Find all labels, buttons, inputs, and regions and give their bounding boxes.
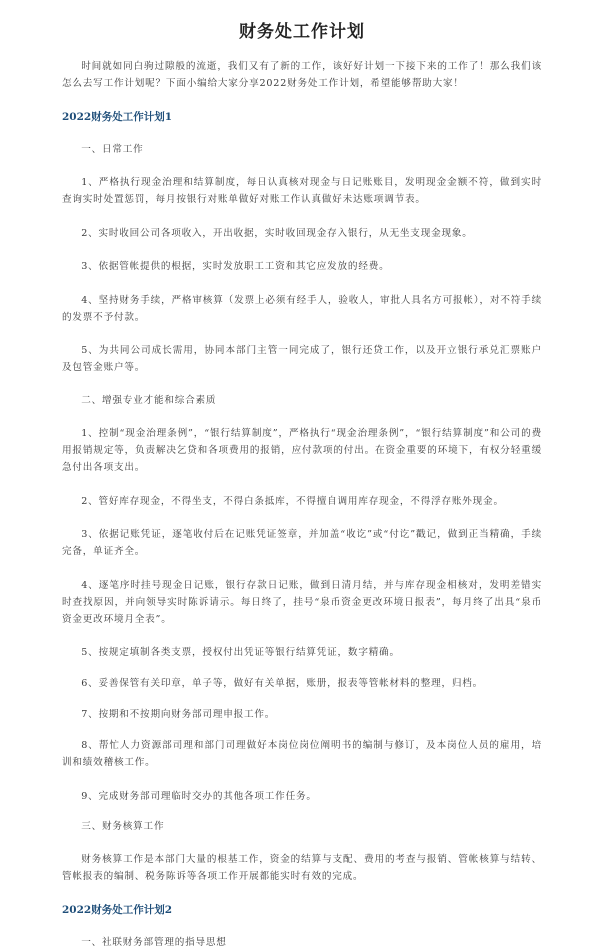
plan2-section1-title: 一、社联财务部管理的指导思想 bbox=[81, 936, 227, 948]
plan1-section2-item: 6、妥善保管有关印章，单子等，做好有关单据，账册，报表等管帐材料的整理，归档。 bbox=[81, 678, 484, 689]
plan1-section2-item: 7、按期和不按期向财务部司理申报工作。 bbox=[81, 709, 276, 720]
intro-paragraph: 时间就如同白驹过隙般的流逝，我们又有了新的工作，该好好计划一下接下来的工作了！那么我们该怎么去写工作计划呢？下面小编给大家分享2022财务处工作计划，希望能够帮助大家！ bbox=[62, 61, 542, 89]
plan1-section1-item: 2、实时收回公司各项收入，开出收据，实时收回现金存入银行，从无坐支现金现象。 bbox=[81, 227, 473, 239]
plan1-section3-title: 三、财务核算工作 bbox=[81, 820, 165, 832]
plan1-section2-item: 5、按规定填制各类支票，授权付出凭证等银行结算凭证，数字精确。 bbox=[81, 647, 400, 658]
document-title: 财务处工作计划 bbox=[239, 22, 365, 42]
plan1-section3-body: 财务核算工作是本部门大量的根基工作，资金的结算与支配、费用的考查与报销、管帐核算与结转、管帐报表的编制、税务陈诉等各项工作开展都能实时有效的完成。 bbox=[62, 854, 542, 882]
plan1-section2-item: 4、逐笔序时挂号现金日记账，银行存款日记账，做到日清月结，并与库存现金相核对，发明差错实时查找原因，并向领导实时陈诉请示。每日终了，挂号“泉币资金更改环境日报表”，每月终了出具“泉币资金更改环境月全表”。 bbox=[62, 579, 542, 625]
plan1-section1-item: 3、依据管帐提供的根据，实时发放职工工资和其它应发放的经费。 bbox=[81, 261, 390, 272]
plan1-section2-title: 二、增强专业才能和综合素质 bbox=[81, 394, 217, 406]
plan1-section2-item: 9、完成财务部司理临时交办的其他各项工作任务。 bbox=[81, 790, 317, 802]
plan1-section1-item: 5、为共同公司成长需用，协同本部门主管一同完成了，银行还贷工作，以及开立银行承兑汇票账户及包管金账户等。 bbox=[62, 345, 542, 373]
plan1-section2-item: 3、依据记账凭证，逐笔收付后在记账凭证签章，并加盖“收讫”或“付讫”戳记，做到正当精确，手续完备，单证齐全。 bbox=[62, 529, 542, 557]
plan1-section1-item: 4、坚持财务手续，严格审核算（发票上必须有经手人，验收人，审批人具名方可报帐），对不符手续的发票不予付款。 bbox=[62, 294, 542, 323]
plan1-section2-item: 1、控制“现金治理条例”，“银行结算制度”，严格执行“现金治理条例”，“银行结算制度”和公司的费用报销规定等，负责解决乞贷和各项费用的报销，应付款项的付出。在资金重要的环境下，有权分轻重缓急付出各项支出。 bbox=[62, 428, 542, 473]
plan1-heading: 2022财务处工作计划1 bbox=[62, 110, 173, 123]
plan2-heading: 2022财务处工作计划2 bbox=[62, 903, 173, 916]
plan1-section2-item: 2、管好库存现金，不得坐支，不得白条抵库，不得擅自调用库存现金，不得浮存账外现金。 bbox=[81, 495, 504, 507]
plan1-section1-item: 1、严格执行现金治理和结算制度，每日认真核对现金与日记账账目，发明现金金额不符，做到实时查询实时处置惩罚，每月按银行对账单做好对账工作认真做好未达账项调节表。 bbox=[62, 177, 542, 205]
plan1-section1-title: 一、日常工作 bbox=[81, 143, 144, 155]
plan1-section2-item: 8、帮忙人力资源部司理和部门司理做好本岗位岗位阐明书的编制与修订，及本岗位人员的雇用，培训和绩效稽核工作。 bbox=[62, 740, 542, 768]
